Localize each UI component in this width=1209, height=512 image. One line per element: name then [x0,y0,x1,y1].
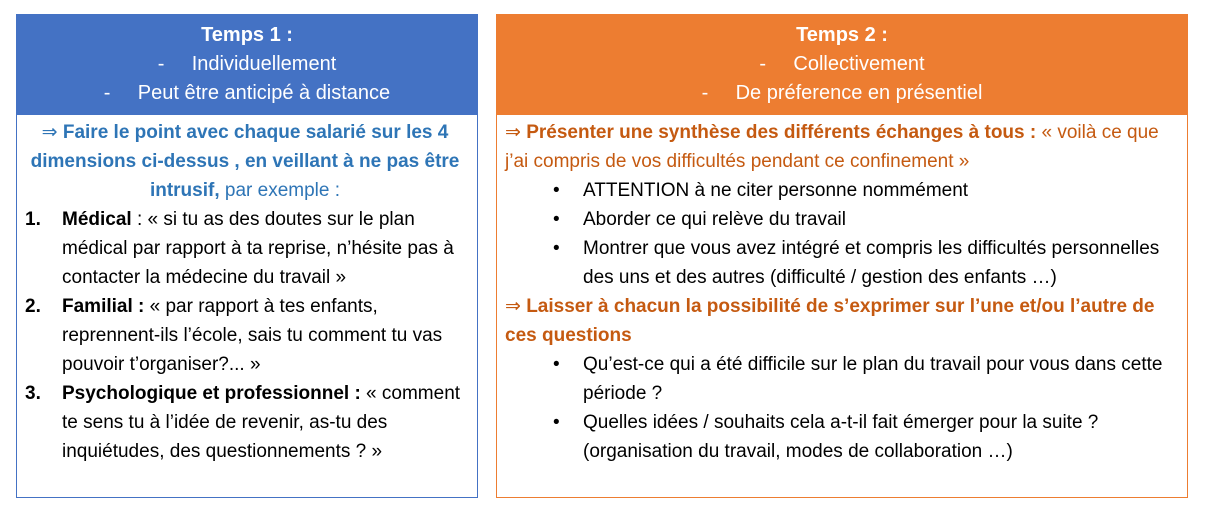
arrow-icon: ⇒ [41,122,58,143]
item-text: « comment te sens tu à l’idée de revenir, as-tu des inquiétudes, des questionnements ? » [62,383,461,462]
section-1-intro [497,118,1187,176]
list-item [497,176,1187,205]
panel-1-title: Temps 1 : [201,24,293,46]
intro-bold-text: Faire le point avec chaque salarié sur les 4 dimensions ci-dessus , en veillant à ne pas être intrusif, [30,122,460,201]
item-text: « par rapport à tes enfants, reprennent-ils l’école, sais tu comment tu vas pouvoir t’organiser?... » [62,296,443,375]
panel-1-header [17,15,477,113]
panel-temps-2 [496,14,1188,498]
bullet-text: ATTENTION à ne citer personne nommément [583,180,969,201]
bullet-text: Aborder ce qui relève du travail [583,209,846,230]
list-item [497,234,1187,292]
panel-1-intro [17,118,477,205]
panel-1-content [17,115,477,466]
panel-1-header-line [17,50,477,79]
dimensions-list [17,205,477,466]
bullet-glyph: • [553,238,560,259]
panel-1-header-line [17,79,477,108]
section-1-bullets [497,176,1187,292]
section-1-quote-text: « voilà ce que j’ai compris de vos difficultés pendant ce confinement » [505,122,1159,172]
item-number: 1. [25,209,41,230]
list-item [497,408,1187,466]
section-2-bold-text: Laisser à chacun la possibilité de s’exprimer sur l’une et/ou l’autre de ces questions [505,296,1155,346]
section-1-bold-text: Présenter une synthèse des différents échanges à tous : [526,122,1042,143]
panel-2-content [497,115,1187,466]
bullet-text: Qu’est-ce qui a été difficile sur le plan du travail pour vous dans cette période ? [583,354,1163,404]
panel-temps-1 [16,14,478,498]
item-label: Médical [62,209,132,230]
list-item [17,379,477,466]
intro-normal-text: par exemple : [219,180,341,201]
bullet-glyph: • [553,180,560,201]
bullet-text: Montrer que vous avez intégré et compris les difficultés personnelles des uns et des autres (difficulté / gestion des enfants …) [583,238,1160,288]
panel-2-header-line [497,79,1187,108]
arrow-icon: ⇒ [505,296,521,317]
arrow-icon: ⇒ [505,122,521,143]
dash-glyph: - [157,53,165,75]
bullet-glyph: • [553,354,560,375]
dash-glyph: - [759,53,767,75]
list-item [17,205,477,292]
dash-glyph: - [701,82,709,104]
bullet-text: Quelles idées / souhaits cela a-t-il fait émerger pour la suite ? (organisation du travail, modes de collaboration …) [583,412,1099,462]
item-text: : « si tu as des doutes sur le plan médical par rapport à ta reprise, n’hésite pas à contacter la médecine du travail » [62,209,454,288]
bullet-glyph: • [553,209,560,230]
panel-2-title: Temps 2 : [796,24,888,46]
item-number: 3. [25,383,41,404]
header-line-text: De préference en présentiel [735,82,983,104]
header-line-text: Collectivement [793,53,925,75]
item-label: Familial : [62,296,145,317]
list-item [17,292,477,379]
section-2-intro [497,292,1187,350]
list-item [497,350,1187,408]
bullet-glyph: • [553,412,560,433]
panel-2-header [497,15,1187,113]
dash-glyph: - [103,82,111,104]
header-line-text: Individuellement [191,53,337,75]
item-label: Psychologique et professionnel : [62,383,361,404]
panel-2-header-line [497,50,1187,79]
section-2-bullets [497,350,1187,466]
list-item [497,205,1187,234]
header-line-text: Peut être anticipé à distance [137,82,391,104]
item-number: 2. [25,296,41,317]
